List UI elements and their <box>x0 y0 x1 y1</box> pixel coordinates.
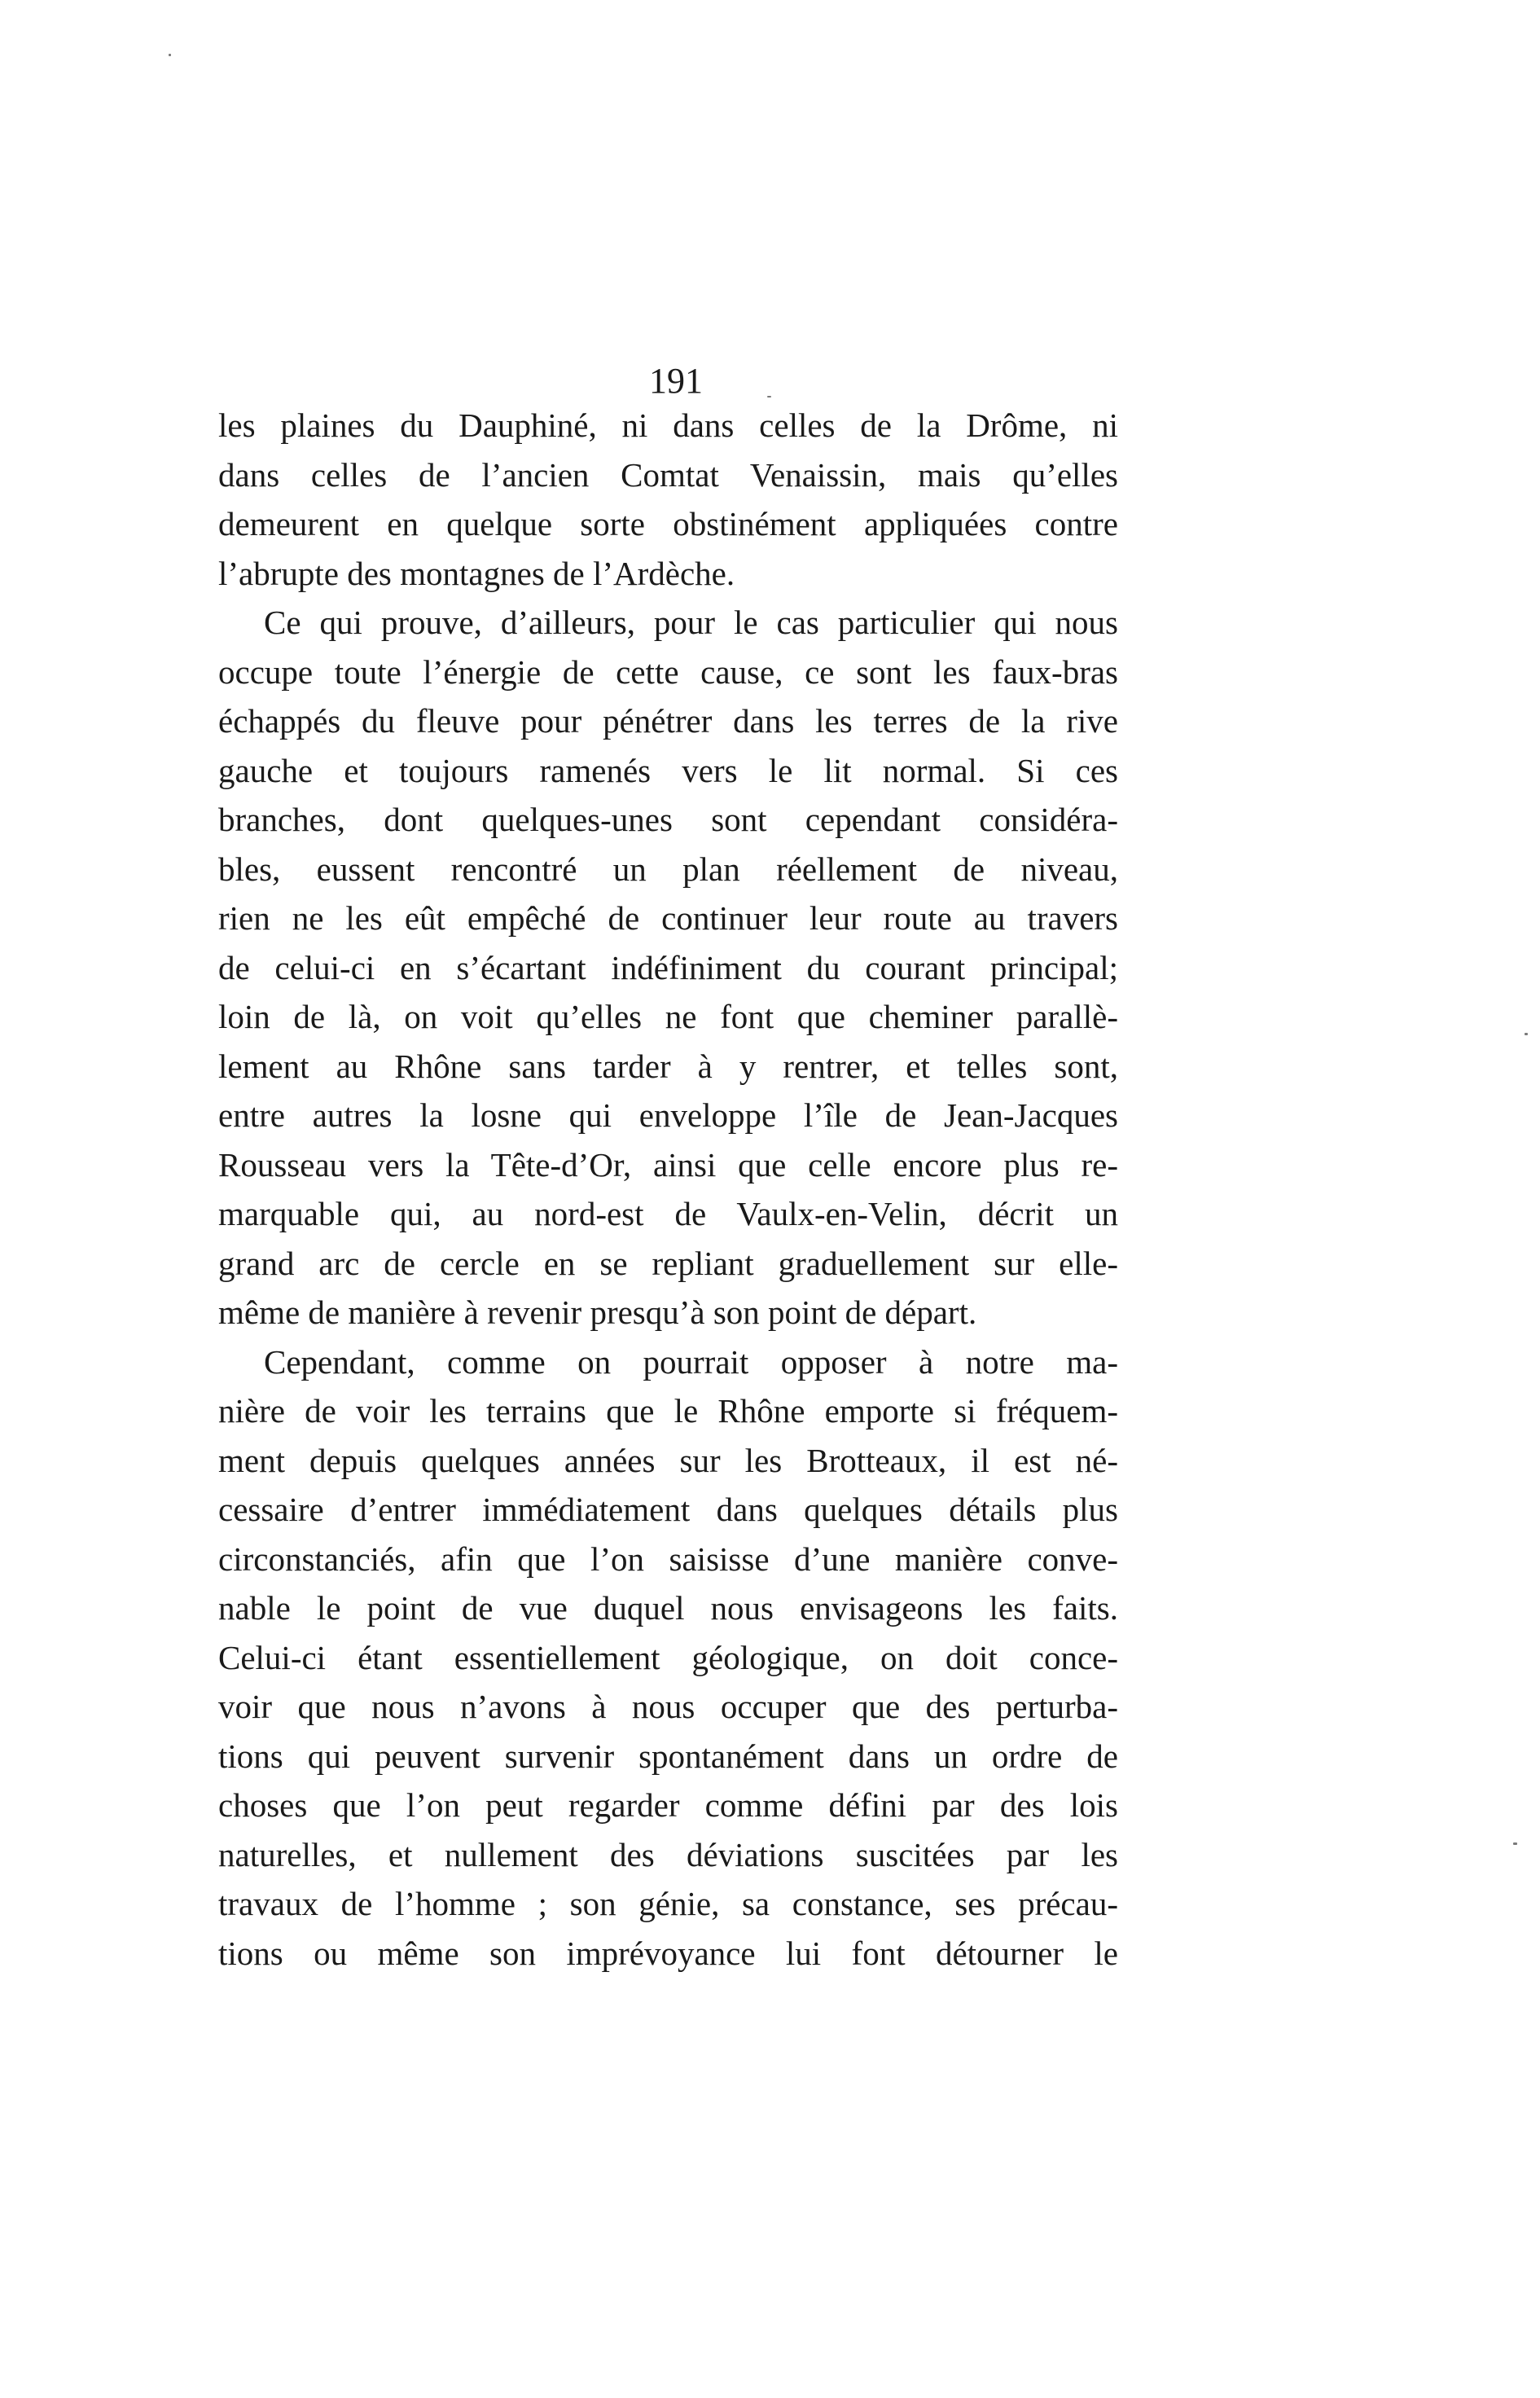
text-line: demeurent en quelque sorte obstinément appliquées contre <box>218 505 1118 542</box>
text-line: nable le point de vue duquel nous envisageons les faits. <box>218 1589 1118 1627</box>
text-line: tions qui peuvent survenir spontanément dans un ordre de <box>218 1737 1118 1775</box>
text-line: voir que nous n’avons à nous occuper que des perturba- <box>218 1688 1118 1725</box>
text-line: l’abrupte des montagnes de l’Ardèche. <box>218 554 735 592</box>
page-number: 191 <box>649 361 703 401</box>
text-line: occupe toute l’énergie de cette cause, ce sont les faux-bras <box>218 652 1118 691</box>
text-line: ment depuis quelques années sur les Brotteaux, il est né- <box>218 1441 1118 1479</box>
text-line: rien ne les eût empêché de continuer leur route au travers <box>218 899 1118 937</box>
text-line: loin de là, on voit qu’elles ne font que cheminer parallè- <box>218 998 1118 1035</box>
text-line: entre autres la losne qui enveloppe l’île de Jean-Jacques <box>218 1096 1118 1134</box>
text-line: cessaire d’entrer immédiatement dans quelques détails plus <box>218 1491 1118 1528</box>
text-line: grand arc de cercle en se repliant graduellement sur elle- <box>218 1244 1118 1282</box>
text-line: lement au Rhône sans tarder à y rentrer, et telles sont, <box>218 1047 1118 1085</box>
text-line: échappés du fleuve pour pénétrer dans les terres de la rive <box>218 702 1118 740</box>
text-line: gauche et toujours ramenés vers le lit normal. Si ces <box>218 751 1118 789</box>
text-line: nière de voir les terrains que le Rhône emporte si fréquem- <box>218 1392 1118 1430</box>
text-line: Rousseau vers la Tête-d’Or, ainsi que celle encore plus re- <box>218 1145 1118 1184</box>
text-line: marquable qui, au nord-est de Vaulx-en-Velin, décrit un <box>218 1195 1118 1232</box>
text-line: choses que l’on peut regarder comme défini par des lois <box>218 1786 1118 1824</box>
text-line: branches, dont quelques-unes sont cependant considéra- <box>218 801 1118 838</box>
text-line: bles, eussent rencontré un plan réellement de niveau, <box>218 850 1118 888</box>
scan-speck <box>1513 1842 1517 1845</box>
text-line: dans celles de l’ancien Comtat Venaissin, mais qu’elles <box>218 455 1118 494</box>
text-line: même de manière à revenir presqu’à son point de départ. <box>218 1293 977 1331</box>
paragraph-start-line: Cependant, comme on pourrait opposer à notre ma- <box>264 1342 1118 1381</box>
body-text <box>218 401 1118 1978</box>
text-line: travaux de l’homme ; son génie, sa constance, ses précau- <box>218 1885 1118 1922</box>
scan-speck <box>1525 1033 1528 1035</box>
text-line: circonstanciés, afin que l’on saisisse d’une manière conve- <box>218 1539 1118 1578</box>
text-line: naturelles, et nullement des déviations suscitées par les <box>218 1835 1118 1873</box>
text-line: de celui-ci en s’écartant indéfiniment du courant principal; <box>218 948 1118 986</box>
paragraph-start-line: Ce qui prouve, d’ailleurs, pour le cas particulier qui nous <box>264 604 1118 641</box>
text-line: Celui-ci étant essentiellement géologique, on doit conce- <box>218 1638 1118 1676</box>
scan-speck <box>767 396 771 397</box>
text-line: tions ou même son imprévoyance lui font détourner le <box>218 1934 1118 1972</box>
text-line: les plaines du Dauphiné, ni dans celles de la Drôme, ni <box>218 406 1118 444</box>
scan-speck <box>169 54 171 56</box>
